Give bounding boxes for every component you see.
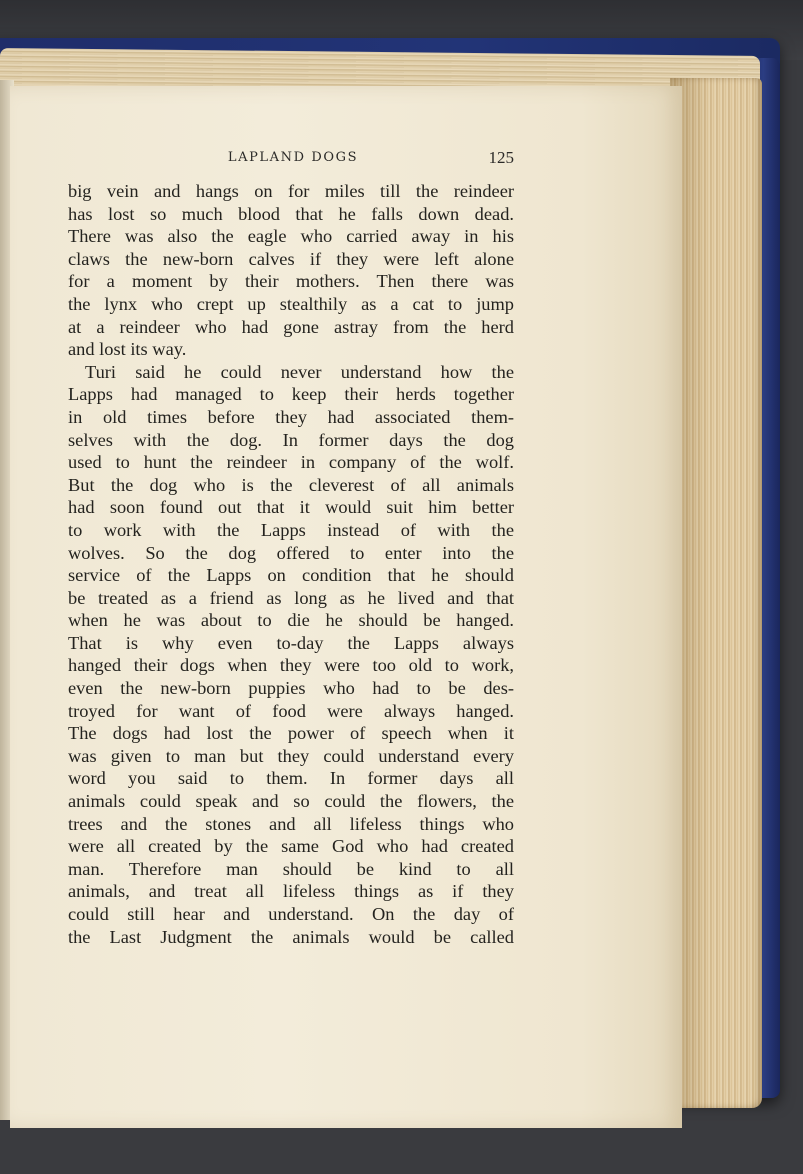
text-line: to work with the Lapps instead of with the [68, 519, 514, 540]
text-line: for a moment by their mothers. Then there was [68, 271, 514, 292]
text-line: selves with the dog. In former days the dog [68, 429, 514, 450]
text-line: had soon found out that it would suit him better [68, 497, 514, 518]
book-page [10, 86, 682, 1128]
text-line: has lost so much blood that he falls down dead. [68, 203, 514, 224]
text-line: used to hunt the reindeer in company of the wolf. [68, 452, 514, 473]
text-line: animals, and treat all lifeless things as if they [68, 881, 514, 902]
text-line: The dogs had lost the power of speech when it [68, 723, 514, 744]
running-head: LAPLAND DOGS [227, 150, 359, 165]
text-line: was given to man but they could understand every [68, 745, 514, 766]
text-line: Lapps had managed to keep their herds together [68, 384, 514, 405]
text-line: But the dog who is the cleverest of all animals [68, 474, 514, 495]
text-line: were all created by the same God who had created [68, 836, 514, 857]
text-line: could still hear and understand. On the day of [68, 904, 514, 924]
text-line: wolves. So the dog offered to enter into the [68, 542, 514, 563]
text-line: trees and the stones and all lifeless things who [68, 813, 514, 834]
text-line: claws the new-born calves if they were left alone [68, 248, 514, 269]
text-line: be treated as a friend as long as he lived and that [68, 587, 514, 608]
text-line: That is why even to-day the Lapps always [68, 632, 514, 653]
text-line: even the new-born puppies who had to be des- [68, 678, 514, 699]
text-line: service of the Lapps on condition that he should [68, 565, 514, 586]
text-line: and lost its way. [68, 339, 187, 360]
text-line: when he was about to die he should be hanged. [68, 610, 514, 631]
text-line: in old times before they had associated them- [68, 406, 514, 427]
text-line: hanged their dogs when they were too old to work, [68, 655, 514, 676]
body-text [68, 180, 514, 948]
text-line: the Last Judgment the animals would be called [68, 926, 514, 947]
text-line: at a reindeer who had gone astray from the herd [68, 316, 514, 337]
text-line: animals could speak and so could the flowers, the [68, 791, 514, 812]
text-line: big vein and hangs on for miles till the reindeer [68, 181, 514, 201]
text-line: troyed for want of food were always hanged. [68, 700, 514, 721]
text-line: word you said to them. In former days all [68, 768, 514, 789]
page-header [72, 150, 514, 172]
text-line: man. Therefore man should be kind to all [68, 858, 514, 879]
page-number: 125 [488, 148, 514, 167]
text-line: Turi said he could never understand how the [85, 361, 514, 382]
text-line: the lynx who crept up stealthily as a cat to jump [68, 293, 514, 314]
text-line: There was also the eagle who carried away in his [68, 226, 514, 247]
